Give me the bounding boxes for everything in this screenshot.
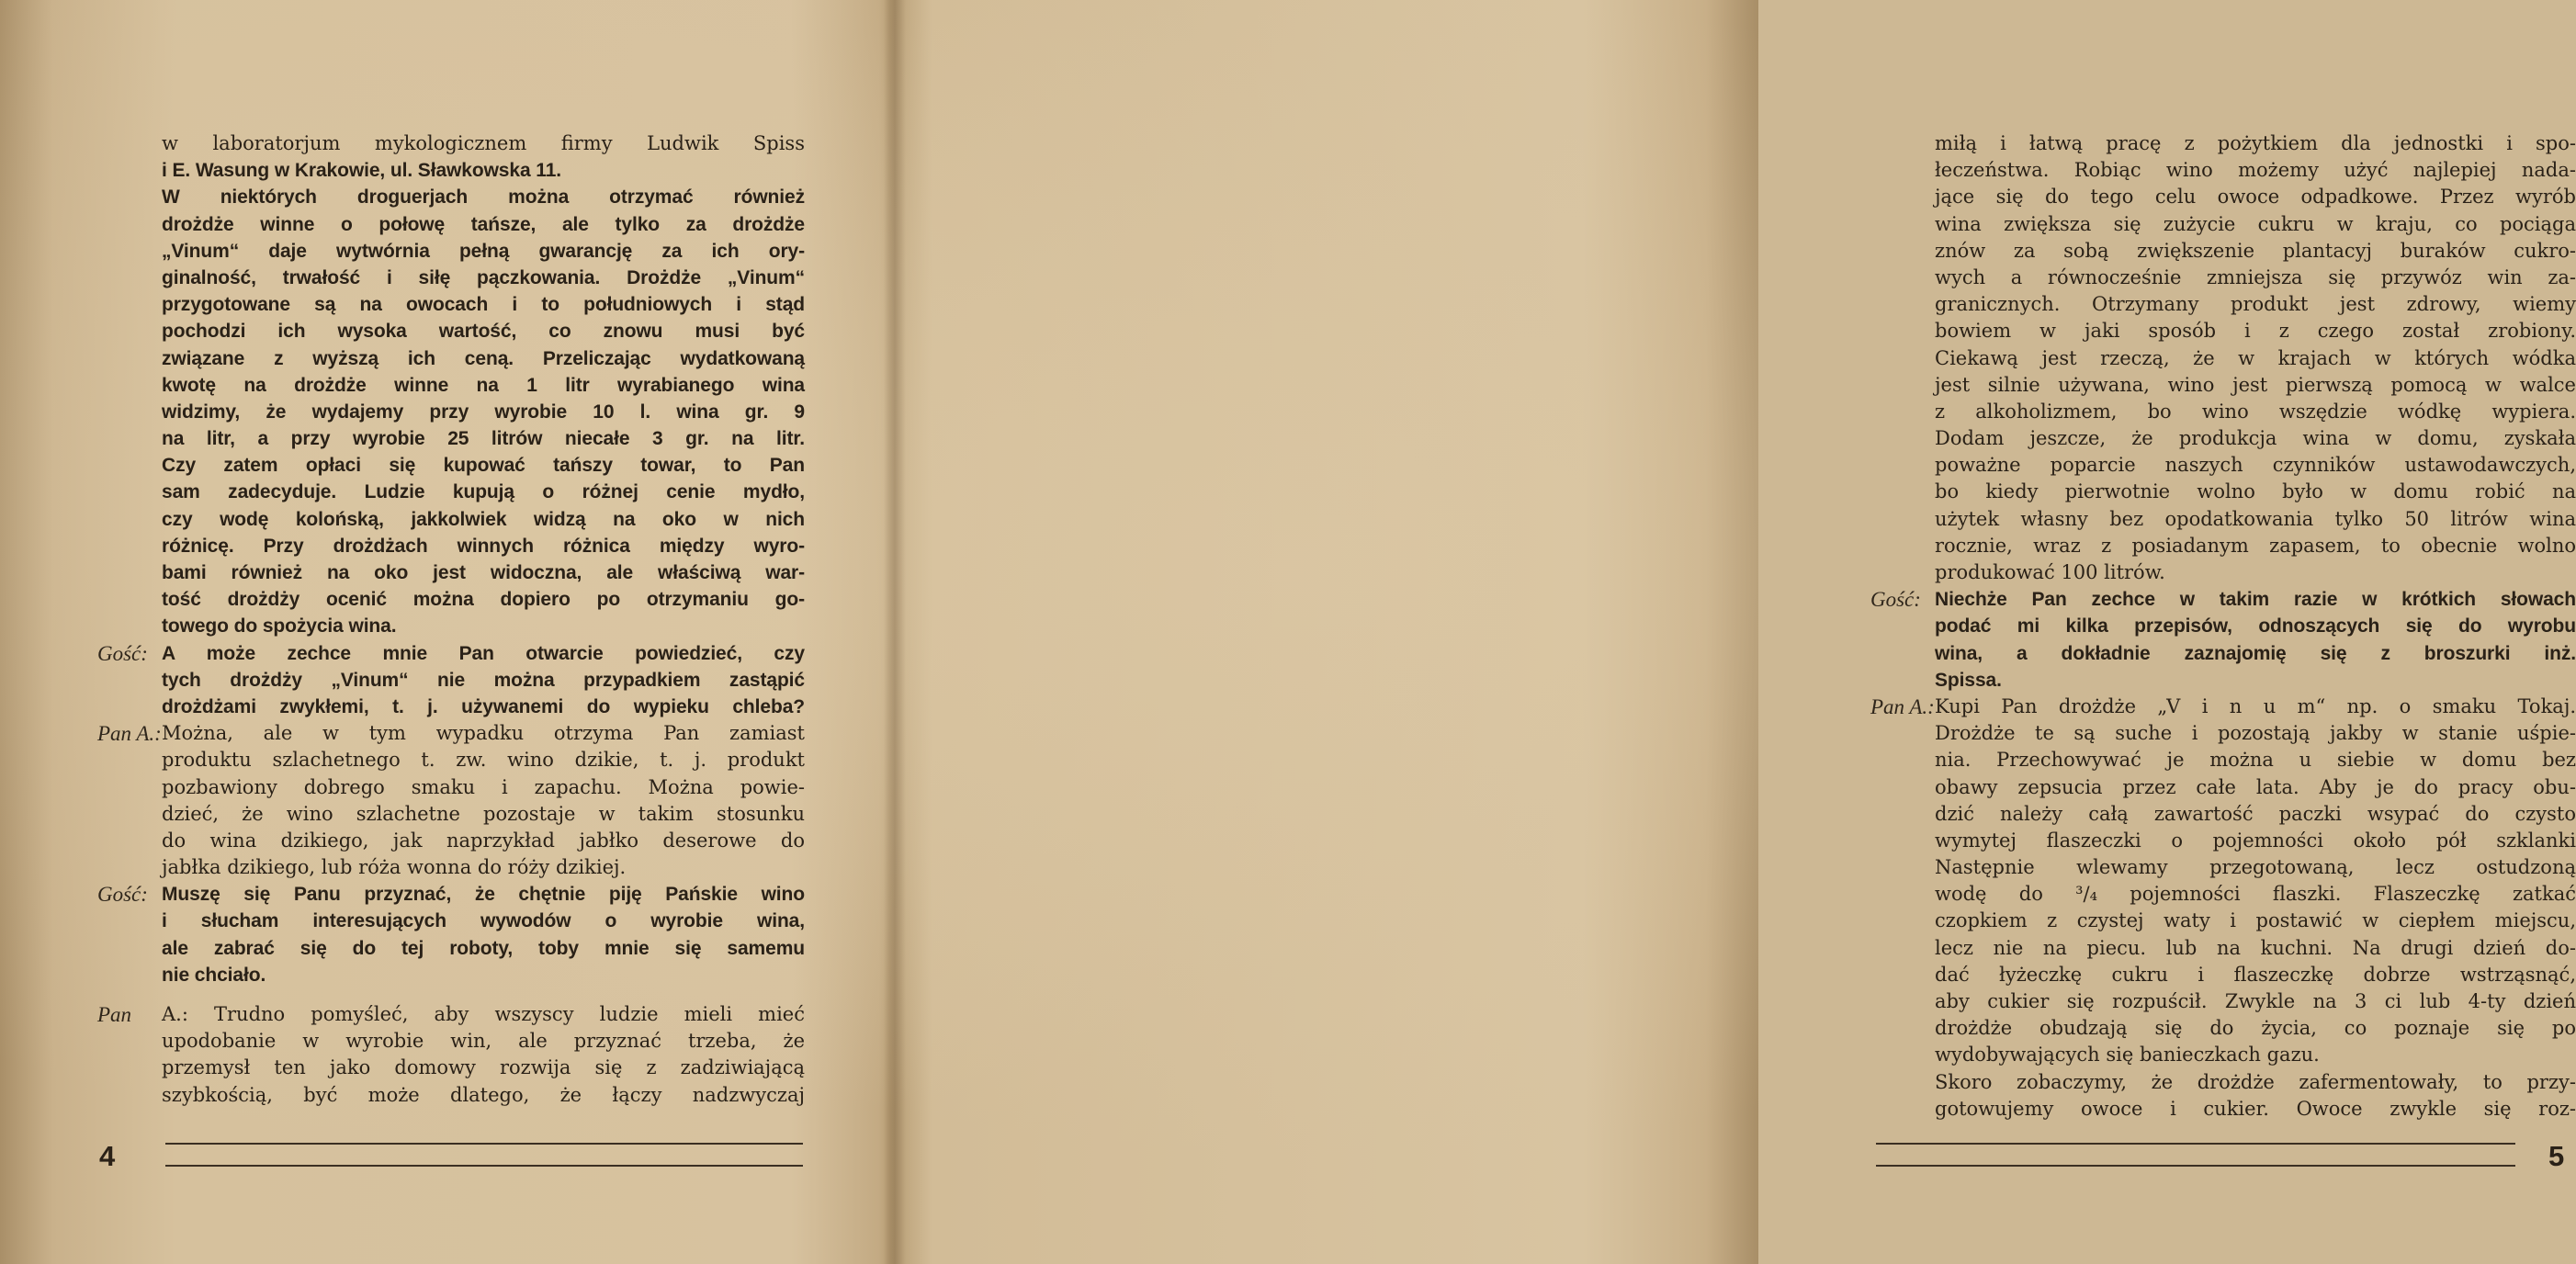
text-line: dać łyżeczkę cukru i flaszeczkę dobrze wstrząsnąć, — [1935, 963, 2576, 986]
text-line: A.: Trudno pomyśleć, aby wszyscy ludzie mieli mieć — [162, 1003, 805, 1025]
text-line: obawy zepsucia przez całe lata. Aby je do pracy obu- — [1935, 775, 2576, 798]
text-line: Spissa. — [1935, 669, 2002, 691]
page-number-right: 5 — [2548, 1140, 2565, 1172]
text-line: wodę do ³/₄ pojemności flaszki. Flaszeczkę zatkać — [1935, 883, 2576, 906]
left-page — [0, 0, 882, 1264]
text-line: łeczeństwa. Robiąc wino możemy użyć najlepiej nada- — [1935, 159, 2576, 182]
text-line: tość drożdży ocenić można dopiero po otrzymaniu go- — [162, 589, 805, 611]
text-line: jące się do tego celu owoce odpadkowe. Przez wyrób — [1935, 186, 2576, 209]
text-line: bowiem w jaki sposób i z czego został zrobiony. — [1935, 320, 2576, 343]
text-line: Następnie wlewamy przegotowaną, lecz ostudzoną — [1935, 856, 2576, 879]
text-line: drożdżami zwykłemi, t. j. używanemi do wypieku chleba? — [162, 695, 805, 717]
right-page — [908, 0, 2576, 1264]
text-line: poważne poparcie naszych czynników ustawodawczych, — [1935, 454, 2576, 477]
text-line: podać mi kilka przepisów, odnoszących się do wyrobu — [1935, 615, 2576, 638]
right-page-text — [1935, 130, 2576, 1123]
text-line: ale zabrać się do tej roboty, toby mnie się samemu — [162, 937, 805, 959]
text-line: „Vinum“ daje wytwórnia pełną gwarancję za ich ory- — [162, 240, 805, 262]
text-line: znów za sobą zwiększenie plantacyj buraków cukro- — [1935, 239, 2576, 262]
text-line: związane z wyższą ich ceną. Przeliczając wydatkowaną — [162, 347, 805, 369]
text-line: kwotę na drożdże winne na 1 litr wyrabianego wina — [162, 374, 805, 396]
text-line: jabłka dzikiego, lub róża wonna do róży dzikiej. — [162, 856, 627, 879]
text-line: bami również na oko jest widoczna, ale właściwą war- — [162, 562, 805, 583]
footer-rule-top-right — [1876, 1143, 2515, 1145]
text-line — [162, 988, 805, 1001]
text-line: wych a równocześnie zmniejsza się przywóz win za- — [1935, 265, 2576, 288]
text-line: bo kiedy pierwotnie wolno było w domu robić na — [1935, 480, 2576, 503]
text-line: pochodzi ich wysoka wartość, co znowu musi być — [162, 321, 805, 343]
text-line: Niechże Pan zechce w takim razie w krótkich słowach — [1935, 589, 2576, 611]
text-line: towego do spożycia wina. — [162, 615, 397, 638]
text-line: i E. Wasung w Krakowie, ul. Sławkowska 11. — [162, 160, 562, 182]
text-line: Ciekawą jest rzeczą, że w krajach w których wódka — [1935, 346, 2576, 369]
text-line: szybkością, być może dlatego, że łączy nadzwyczaj — [162, 1083, 805, 1106]
text-line: pozbawiony dobrego smaku i zapachu. Można powie- — [162, 775, 805, 798]
text-line: drożdże winne o połowę tańsze, ale tylko za drożdże — [162, 213, 805, 235]
text-line: gotowujemy owoce i cukier. Owoce zwykle się roz- — [1935, 1097, 2576, 1120]
footer-rule-bottom-right — [1876, 1165, 2515, 1167]
text-line: produkować 100 litrów. — [1935, 561, 2165, 583]
text-line: rocznie, wraz z posiadanym zapasem, to obecnie wolno — [1935, 534, 2576, 557]
speaker-label: Gość: — [97, 883, 148, 906]
text-line: Muszę się Panu przyznać, że chętnie piję Pańskie wino — [162, 884, 805, 906]
text-line: Dodam jeszcze, że produkcja wina w domu, zyskała — [1935, 427, 2576, 450]
text-line: przygotowane są na owocach i to południowych i stąd — [162, 294, 805, 316]
text-line: jest silnie używana, wino jest pierwszą pomocą w walce — [1935, 373, 2576, 396]
footer-rule-bottom-left — [165, 1165, 803, 1167]
book-spine — [884, 0, 906, 1264]
text-line: nie chciało. — [162, 964, 266, 986]
text-line: Czy zatem opłaci się kupować tańszy towar, to Pan — [162, 455, 805, 477]
text-line: czy wodę kolońską, jakkolwiek widzą na oko w nich — [162, 508, 805, 530]
text-line: w laboratorjum mykologicznem firmy Ludwik Spiss — [162, 132, 805, 154]
left-page-text — [162, 130, 805, 1109]
text-line: A może zechce mnie Pan otwarcie powiedzieć, czy — [162, 642, 805, 664]
text-line: wymytej flaszeczki o pojemności około pół szklanki — [1935, 829, 2576, 852]
text-line: Można, ale w tym wypadku otrzyma Pan zamiast — [162, 722, 805, 745]
text-line: różnicę. Przy drożdżach winnych różnica między wyro- — [162, 535, 805, 557]
text-line: drożdże obudzają się do życia, co poznaje się po — [1935, 1017, 2576, 1040]
text-line: lecz nie na piecu. lub na kuchni. Na drugi dzień do- — [1935, 936, 2576, 959]
text-line: wydobywających się banieczkach gazu. — [1935, 1044, 2320, 1066]
text-line: sam zadecyduje. Ludzie kupują o różnej cenie mydło, — [162, 481, 805, 503]
text-line: aby cukier się rozpuścił. Zwykle na 3 ci lub 4-ty dzień — [1935, 990, 2576, 1012]
speaker-label: Pan A.: — [1870, 695, 1935, 718]
text-line: nia. Przechowywać je można u siebie w domu bez — [1935, 749, 2576, 772]
text-line: dzieć, że wino szlachetne pozostaje w takim stosunku — [162, 802, 805, 825]
text-line: upodobanie w wyrobie win, ale przyznać trzeba, że — [162, 1030, 805, 1053]
text-line: na litr, a przy wyrobie 25 litrów niecałe 3 gr. na litr. — [162, 428, 805, 450]
text-line: W niektórych droguerjach można otrzymać również — [162, 186, 805, 209]
text-line: tych drożdży „Vinum“ nie można przypadkiem zastąpić — [162, 669, 805, 691]
text-line: Kupi Pan drożdże „V i n u m“ np. o smaku Tokaj. — [1935, 694, 2576, 717]
speaker-label: Gość: — [97, 642, 148, 665]
text-line: Skoro zobaczymy, że drożdże zafermentowały, to przy- — [1935, 1070, 2576, 1093]
text-line: produktu szlachetnego t. zw. wino dzikie, t. j. produkt — [162, 749, 805, 772]
text-line: użytek własny bez opodatkowania tylko 50 litrów wina — [1935, 507, 2576, 530]
text-line: wina, a dokładnie zaznajomię się z broszurki inż. — [1935, 642, 2576, 664]
text-line: granicznych. Otrzymany produkt jest zdrowy, wiemy — [1935, 293, 2576, 316]
speaker-label: Pan A.: — [97, 722, 162, 745]
text-line: widzimy, że wydajemy przy wyrobie 10 l. wina gr. 9 — [162, 401, 805, 423]
text-line: przemysł ten jako domowy rozwija się z zadziwiającą — [162, 1056, 805, 1079]
text-line: dzić należy całą zawartość paczki wsypać do czysto — [1935, 802, 2576, 825]
text-line: Drożdże te są suche i pozostają jakby w stanie uśpie- — [1935, 722, 2576, 745]
text-line: do wina dzikiego, jak naprzykład jabłko deserowe do — [162, 829, 805, 852]
page-number-left: 4 — [99, 1140, 116, 1172]
footer-rule-top-left — [165, 1143, 803, 1145]
text-line: i słucham interesujących wywodów o wyrobie wina, — [162, 910, 805, 932]
speaker-label: Pan — [97, 1003, 132, 1026]
speaker-label: Gość: — [1870, 588, 1921, 611]
text-line: wina zwiększa się zużycie cukru w kraju, co pociąga — [1935, 212, 2576, 235]
text-line: miłą i łatwą pracę z pożytkiem dla jednostki i spo- — [1935, 132, 2576, 154]
text-line: z alkoholizmem, bo wino wszędzie wódkę wypiera. — [1935, 400, 2576, 423]
text-line: czopkiem z czystej waty i postawić w ciepłem miejscu, — [1935, 909, 2576, 932]
text-line: ginalność, trwałość i siłę pączkowania. Drożdże „Vinum“ — [162, 266, 805, 288]
